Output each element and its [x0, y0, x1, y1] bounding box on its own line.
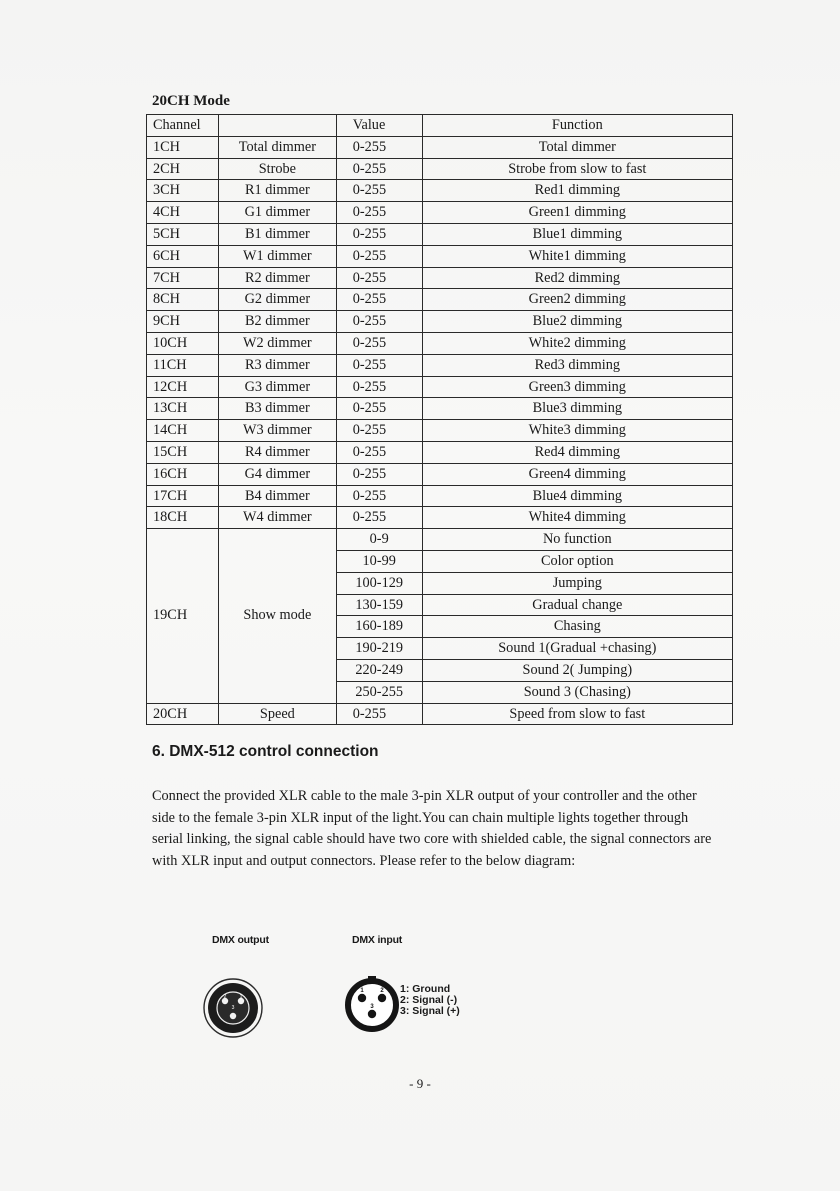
xlr-male-connector-icon	[204, 979, 262, 1037]
input-pin-number-3: 3	[370, 1004, 374, 1010]
value-cell: 0-255	[336, 703, 422, 725]
output-pin-number-1: 1	[239, 994, 243, 1000]
channel-cell: 4CH	[147, 202, 219, 224]
function-cell: Green2 dimming	[422, 289, 732, 311]
xlr-diagram	[190, 930, 510, 1040]
header-function: Function	[422, 115, 732, 137]
function-cell: Total dimmer	[422, 136, 732, 158]
function-cell: Gradual change	[422, 594, 732, 616]
value-cell: 0-255	[336, 136, 422, 158]
value-cell: 0-255	[336, 223, 422, 245]
channel-cell: 14CH	[147, 420, 219, 442]
table-row	[147, 485, 733, 507]
channel-name-cell: G1 dimmer	[218, 202, 336, 224]
channel-name-cell: R2 dimmer	[218, 267, 336, 289]
output-pin-number-3: 3	[231, 1005, 235, 1011]
function-cell: White3 dimming	[422, 420, 732, 442]
table-row	[147, 267, 733, 289]
channel-cell: 2CH	[147, 158, 219, 180]
function-cell: Chasing	[422, 616, 732, 638]
channel-cell: 12CH	[147, 376, 219, 398]
channel-cell: 5CH	[147, 223, 219, 245]
value-cell: 160-189	[336, 616, 422, 638]
table-row	[147, 398, 733, 420]
channel-name-cell: W3 dimmer	[218, 420, 336, 442]
value-cell: 0-255	[336, 485, 422, 507]
value-cell: 0-255	[336, 180, 422, 202]
channel-cell: 10CH	[147, 332, 219, 354]
function-cell: Strobe from slow to fast	[422, 158, 732, 180]
page-number: - 9 -	[409, 1076, 431, 1091]
channel-name-cell: R1 dimmer	[218, 180, 336, 202]
channel-name-cell: Speed	[218, 703, 336, 725]
function-cell: Blue4 dimming	[422, 485, 732, 507]
value-cell: 0-255	[336, 354, 422, 376]
channel-cell: 3CH	[147, 180, 219, 202]
table-row	[147, 703, 733, 725]
function-cell: Blue2 dimming	[422, 311, 732, 333]
channel-cell: 1CH	[147, 136, 219, 158]
header-name	[218, 115, 336, 137]
value-cell: 0-255	[336, 158, 422, 180]
channel-name-cell: Total dimmer	[218, 136, 336, 158]
table-row	[147, 529, 733, 551]
channel-name-cell: W2 dimmer	[218, 332, 336, 354]
channel-name-cell: W4 dimmer	[218, 507, 336, 529]
function-cell: No function	[422, 529, 732, 551]
pin-legend-item: 2: Signal (-)	[400, 994, 458, 1006]
table-row	[147, 289, 733, 311]
channel-name-cell: Strobe	[218, 158, 336, 180]
channel-cell: 16CH	[147, 463, 219, 485]
value-cell: 0-255	[336, 245, 422, 267]
value-cell: 100-129	[336, 572, 422, 594]
value-cell: 0-255	[336, 420, 422, 442]
function-cell: White4 dimming	[422, 507, 732, 529]
dmx-input-label: DMX input	[352, 934, 403, 946]
function-cell: Green4 dimming	[422, 463, 732, 485]
function-cell: Speed from slow to fast	[422, 703, 732, 725]
xlr-female-connector-icon	[348, 976, 396, 1029]
function-cell: Red4 dimming	[422, 441, 732, 463]
dmx-output-label: DMX output	[212, 934, 269, 946]
table-header-row	[147, 115, 733, 137]
table-row	[147, 311, 733, 333]
channel-cell: 9CH	[147, 311, 219, 333]
channel-cell: 7CH	[147, 267, 219, 289]
function-cell: Red3 dimming	[422, 354, 732, 376]
dmx-table-body	[147, 115, 733, 725]
function-cell: White2 dimming	[422, 332, 732, 354]
value-cell: 0-255	[336, 267, 422, 289]
header-value: Value	[336, 115, 422, 137]
table-row	[147, 507, 733, 529]
channel-cell: 6CH	[147, 245, 219, 267]
channel-name-cell: B1 dimmer	[218, 223, 336, 245]
table-row	[147, 223, 733, 245]
value-cell: 220-249	[336, 659, 422, 681]
channel-name-cell: G2 dimmer	[218, 289, 336, 311]
table-row	[147, 441, 733, 463]
dmx-channel-table	[146, 114, 733, 725]
table-row	[147, 202, 733, 224]
channel-cell: 18CH	[147, 507, 219, 529]
value-cell: 190-219	[336, 638, 422, 660]
channel-cell: 13CH	[147, 398, 219, 420]
table-row	[147, 158, 733, 180]
output-pin-number-2: 2	[223, 994, 227, 1000]
value-cell: 10-99	[336, 550, 422, 572]
table-row	[147, 463, 733, 485]
channel-name-cell: B4 dimmer	[218, 485, 336, 507]
pin-legend-item: 3: Signal (+)	[400, 1005, 460, 1017]
value-cell: 250-255	[336, 681, 422, 703]
channel-name-cell: R3 dimmer	[218, 354, 336, 376]
section-heading: 6. DMX-512 control connection	[152, 743, 379, 760]
input-pin-number-1: 1	[360, 988, 364, 994]
table-row	[147, 376, 733, 398]
table-row	[147, 332, 733, 354]
channel-cell: 8CH	[147, 289, 219, 311]
value-cell: 0-255	[336, 376, 422, 398]
value-cell: 0-255	[336, 289, 422, 311]
header-channel: Channel	[147, 115, 219, 137]
channel-cell: 15CH	[147, 441, 219, 463]
function-cell: Green3 dimming	[422, 376, 732, 398]
channel-cell: 20CH	[147, 703, 219, 725]
function-cell: Blue1 dimming	[422, 223, 732, 245]
value-cell: 0-255	[336, 332, 422, 354]
value-cell: 0-255	[336, 507, 422, 529]
channel-cell: 11CH	[147, 354, 219, 376]
value-cell: 0-9	[336, 529, 422, 551]
table-row	[147, 420, 733, 442]
value-cell: 0-255	[336, 441, 422, 463]
function-cell: Sound 1(Gradual +chasing)	[422, 638, 732, 660]
function-cell: Red1 dimming	[422, 180, 732, 202]
pin-legend-item: 1: Ground	[400, 983, 451, 995]
table-row	[147, 245, 733, 267]
channel-name-cell: Show mode	[218, 529, 336, 703]
function-cell: White1 dimming	[422, 245, 732, 267]
value-cell: 0-255	[336, 202, 422, 224]
channel-name-cell: W1 dimmer	[218, 245, 336, 267]
function-cell: Blue3 dimming	[422, 398, 732, 420]
channel-name-cell: B2 dimmer	[218, 311, 336, 333]
channel-cell: 19CH	[147, 529, 219, 703]
function-cell: Sound 3 (Chasing)	[422, 681, 732, 703]
channel-name-cell: G3 dimmer	[218, 376, 336, 398]
value-cell: 0-255	[336, 398, 422, 420]
function-cell: Color option	[422, 550, 732, 572]
function-cell: Green1 dimming	[422, 202, 732, 224]
section-body: Connect the provided XLR cable to the male 3-pin XLR output of your controller and the other side to the female 3-pin XLR input of the light.You can chain multiple lights together through serial linking, the signal cable should have two core with shielded cable, the signal connectors are with XLR input and output connectors. Please refer to the below diagram:	[152, 788, 712, 869]
channel-name-cell: B3 dimmer	[218, 398, 336, 420]
function-cell: Red2 dimming	[422, 267, 732, 289]
function-cell: Sound 2( Jumping)	[422, 659, 732, 681]
channel-name-cell: G4 dimmer	[218, 463, 336, 485]
function-cell: Jumping	[422, 572, 732, 594]
pin-legend	[400, 984, 460, 1017]
table-row	[147, 354, 733, 376]
value-cell: 0-255	[336, 311, 422, 333]
value-cell: 130-159	[336, 594, 422, 616]
value-cell: 0-255	[336, 463, 422, 485]
channel-cell: 17CH	[147, 485, 219, 507]
table-row	[147, 136, 733, 158]
table-title: 20CH Mode	[152, 93, 230, 109]
input-pin-number-2: 2	[380, 988, 384, 994]
channel-name-cell: R4 dimmer	[218, 441, 336, 463]
table-row	[147, 180, 733, 202]
xlr-connectors-graphic	[190, 930, 510, 1040]
